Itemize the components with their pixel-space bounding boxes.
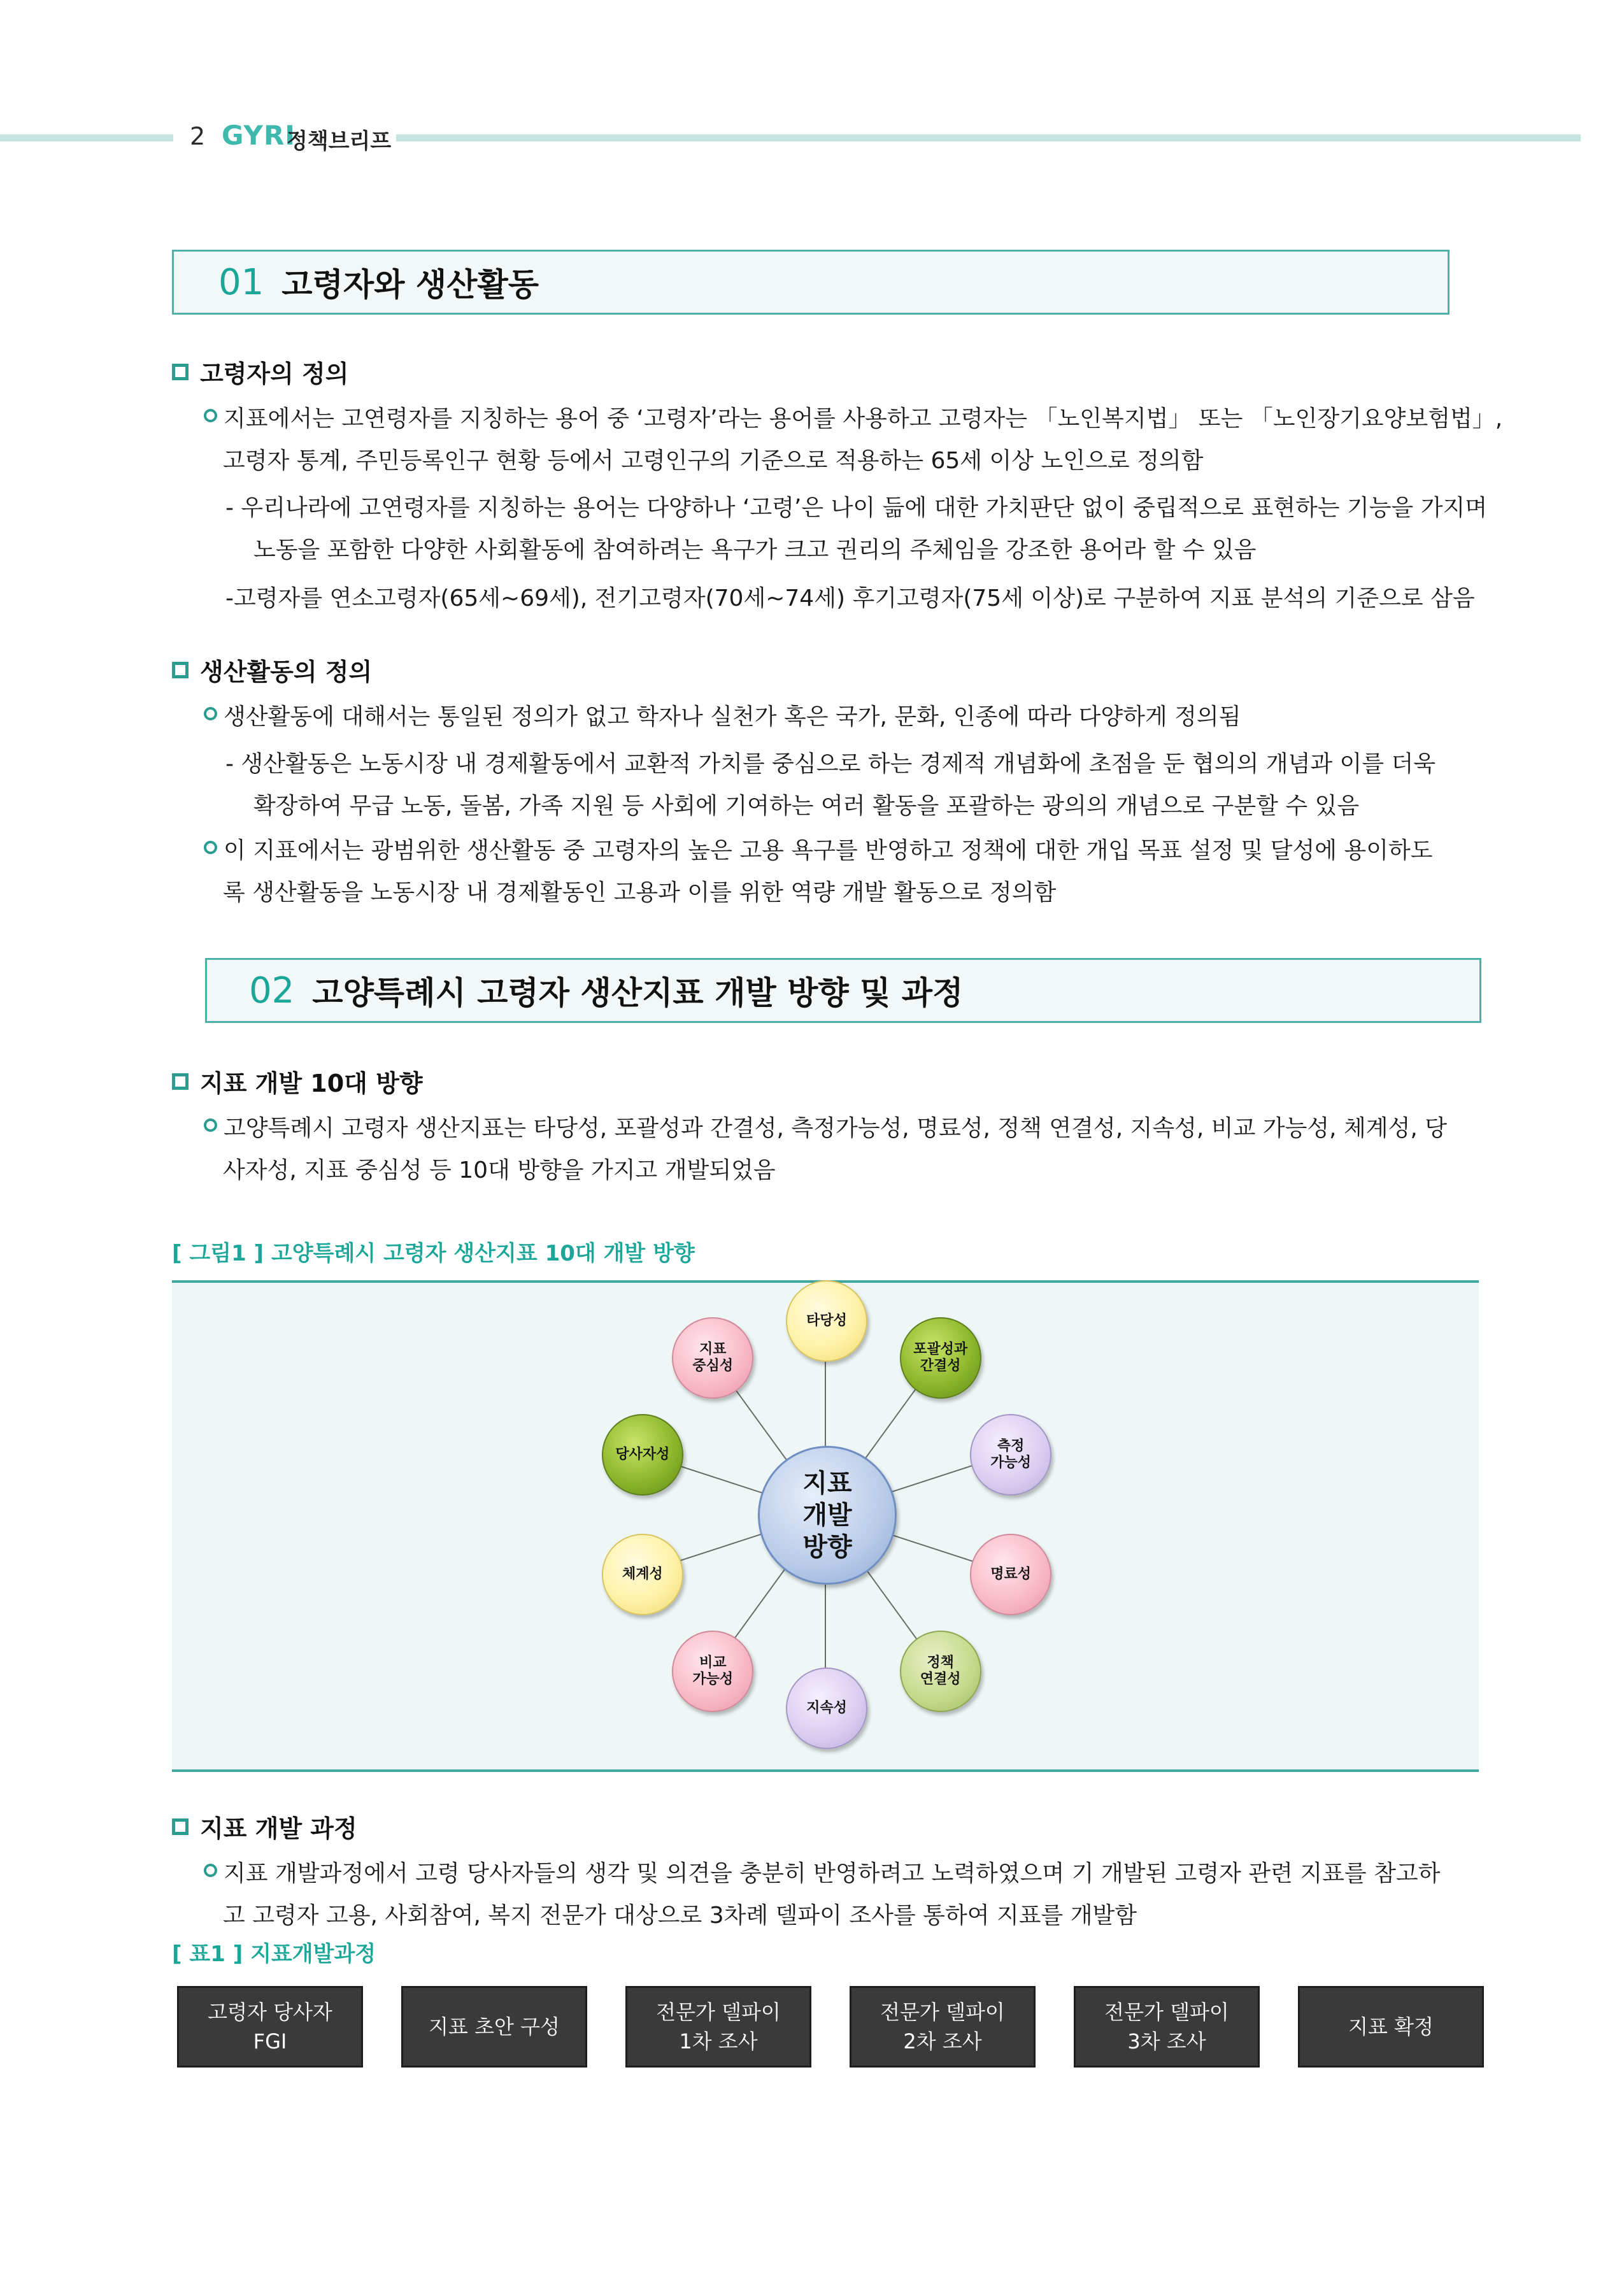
paragraph-productive-dash1-line2: 확장하여 무급 노동, 돌봄, 가족 지원 등 사회에 기여하는 여러 활동을 포괄하는 광의의 개념으로 구분할 수 있음 (253, 793, 1360, 819)
process-step-3: 전문가 델파이 1차 조사 (625, 1986, 811, 2068)
section-01-title-box (172, 250, 1449, 315)
circle-bullet-icon (204, 1118, 217, 1132)
direction-node: 지표 중심성 (672, 1317, 753, 1399)
section-01-number: 01 (218, 261, 264, 303)
subheading-ten-directions: 지표 개발 10대 방향 (172, 1064, 423, 1099)
direction-node: 정책 연결성 (900, 1631, 981, 1712)
section-01-title: 고령자와 생산활동 (281, 266, 539, 303)
header-rule-right (396, 134, 1581, 141)
process-step-4: 전문가 델파이 2차 조사 (850, 1986, 1036, 2068)
header-rule-left (0, 134, 173, 141)
direction-node: 타당성 (786, 1280, 867, 1362)
direction-node: 포괄성과 간결성 (900, 1317, 981, 1399)
paragraph-productive-bullet2-line2: 록 생산활동을 노동시장 내 경제활동인 고용과 이를 위한 역량 개발 활동으로 정의함 (223, 880, 1057, 906)
paragraph-productive-bullet2-line1: 이 지표에서는 광범위한 생산활동 중 고령자의 높은 고용 욕구를 반영하고 정책에 대한 개입 목표 설정 및 달성에 용이하도 (204, 828, 1433, 874)
direction-node: 지속성 (786, 1668, 867, 1749)
table-1-caption: [ 표1 ] 지표개발과정 (172, 1941, 376, 1967)
process-step-6: 지표 확정 (1298, 1986, 1484, 2068)
square-bullet-icon (172, 1818, 189, 1835)
paragraph-elderly-dash2: -고령자를 연소고령자(65세~69세), 전기고령자(70세~74세) 후기고령자(75세 이상)로 구분하여 지표 분석의 기준으로 삼음 (225, 585, 1475, 611)
circle-bullet-icon (204, 707, 217, 720)
square-bullet-icon (172, 1073, 189, 1090)
process-step-2: 지표 초안 구성 (401, 1986, 587, 2068)
direction-node: 명료성 (970, 1534, 1051, 1615)
publication-name: 정책브리프 (287, 129, 392, 154)
subheading-dev-process: 지표 개발 과정 (172, 1809, 357, 1844)
subheading-productive-activity: 생산활동의 정의 (172, 652, 372, 687)
circle-bullet-icon (204, 409, 217, 422)
paragraph-productive-bullet1: 생산활동에 대해서는 통일된 정의가 없고 학자나 실천가 혹은 국가, 문화, 인종에 따라 다양하게 정의됨 (204, 694, 1241, 740)
paragraph-directions-line1: 고양특례시 고령자 생산지표는 타당성, 포괄성과 간결성, 측정가능성, 명료성, 정책 연결성, 지속성, 비교 가능성, 체계성, 당 (204, 1106, 1447, 1152)
page-number: 2 (190, 122, 206, 150)
direction-node: 측정 가능성 (970, 1414, 1051, 1496)
circle-bullet-icon (204, 841, 217, 854)
subheading-elderly-definition: 고령자의 정의 (172, 354, 348, 389)
paragraph-productive-dash1-line1: - 생산활동은 노동시장 내 경제활동에서 교환적 가치를 중심으로 하는 경제적 개념화에 초점을 둔 협의의 개념과 이를 더욱 (225, 751, 1436, 777)
paragraph-elderly-dash1-line2: 노동을 포함한 다양한 사회활동에 참여하려는 욕구가 크고 권리의 주체임을 강조한 용어라 할 수 있음 (253, 537, 1257, 563)
figure-1-caption: [ 그림1 ] 고양특례시 고령자 생산지표 10대 개발 방향 (172, 1241, 695, 1266)
process-step-1: 고령자 당사자 FGI (177, 1986, 363, 2068)
gyri-logo: GYRI (222, 120, 296, 151)
process-step-5: 전문가 델파이 3차 조사 (1074, 1986, 1260, 2068)
paragraph-elderly-line1: 지표에서는 고연령자를 지칭하는 용어 중 ‘고령자’라는 용어를 사용하고 고령자는 「노인복지법」 또는 「노인장기요양보험법」, (204, 396, 1502, 442)
section-02-title-box (205, 958, 1481, 1023)
direction-node: 체계성 (602, 1534, 683, 1615)
figure-ten-directions (172, 1280, 1479, 1772)
direction-node: 당사자성 (602, 1414, 683, 1496)
square-bullet-icon (172, 364, 189, 380)
section-02-title: 고양특례시 고령자 생산지표 개발 방향 및 과정 (312, 975, 964, 1011)
paragraph-process-line1: 지표 개발과정에서 고령 당사자들의 생각 및 의견을 충분히 반영하려고 노력하였으며 기 개발된 고령자 관련 지표를 참고하 (204, 1851, 1440, 1897)
direction-node: 비교 가능성 (672, 1631, 753, 1712)
paragraph-elderly-dash1-line1: - 우리나라에 고연령자를 지칭하는 용어는 다양하나 ‘고령’은 나이 듦에 대한 가치판단 없이 중립적으로 표현하는 기능을 가지며 (225, 495, 1488, 521)
section-02-number: 02 (249, 969, 295, 1011)
paragraph-elderly-line2: 고령자 통계, 주민등록인구 현황 등에서 고령인구의 기준으로 적용하는 65세 이상 노인으로 정의함 (223, 448, 1204, 474)
center-node: 지표 개발 방향 (758, 1446, 897, 1585)
paragraph-process-line2: 고 고령자 고용, 사회참여, 복지 전문가 대상으로 3차례 델파이 조사를 통하여 지표를 개발함 (223, 1903, 1137, 1929)
square-bullet-icon (172, 662, 189, 678)
circle-bullet-icon (204, 1864, 217, 1877)
paragraph-directions-line2: 사자성, 지표 중심성 등 10대 방향을 가지고 개발되었음 (223, 1157, 776, 1183)
